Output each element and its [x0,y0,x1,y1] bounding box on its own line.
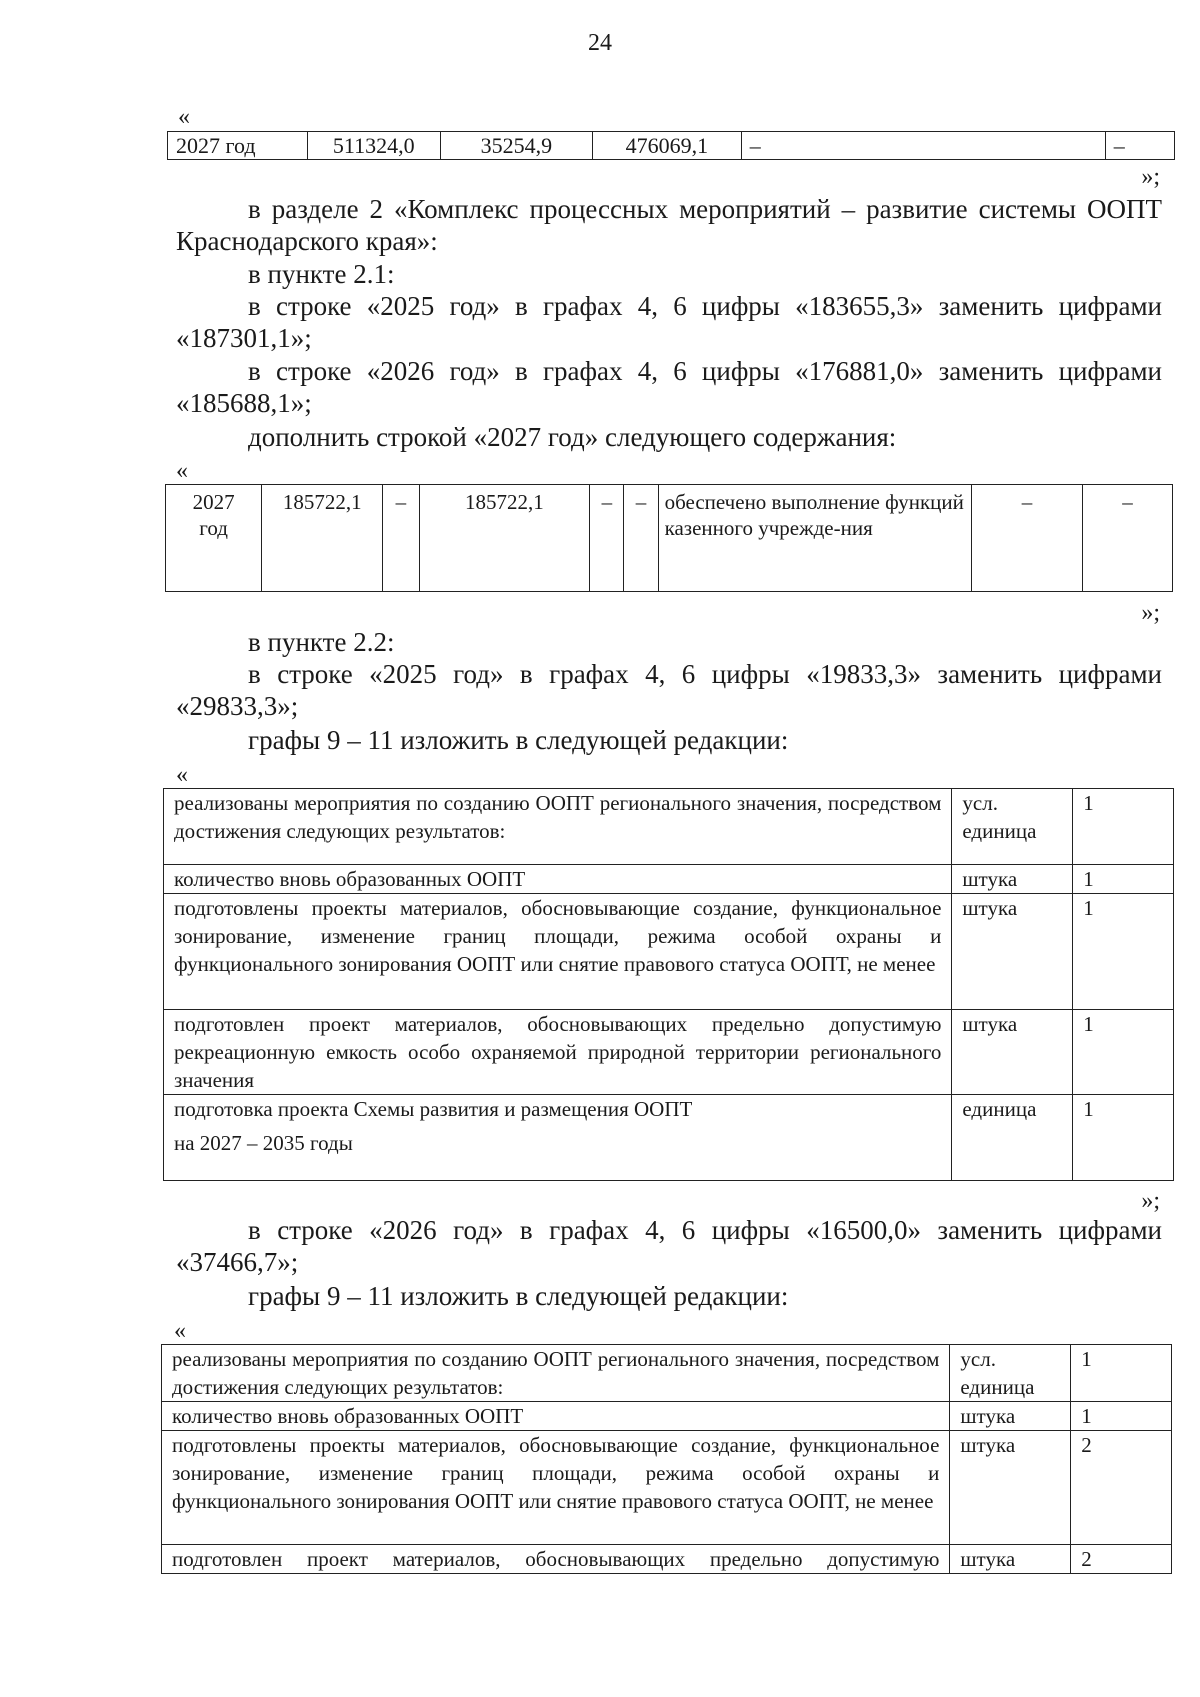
table-row [166,485,1173,592]
cell-unit: – [972,485,1083,592]
table-row [164,1095,1174,1181]
cell-result-name: реализованы мероприятия по созданию ООПТ регионального значения, посредством достижения следующих результатов: [162,1345,950,1402]
table-row [164,865,1174,894]
cell-unit: штука [950,1431,1071,1545]
paragraph-columns-9-11: графы 9 – 11 изложить в следующей редакции: [248,1281,789,1311]
cell-result-name: количество вновь образованных ООПТ [162,1402,950,1431]
close-quote: »; [1141,1188,1160,1214]
table-row [162,1431,1172,1545]
cell-regional: 476069,1 [592,132,741,160]
cell-unit: штука [952,1010,1073,1095]
paragraph-item-2-2: в пункте 2.2: [248,627,395,657]
cell-federal: 35254,9 [440,132,592,160]
paragraph-section-2: в разделе 2 «Комплекс процессных мероприятий – развитие системы ООПТ Краснодарского края»: [176,194,1162,256]
cell-value: 1 [1073,865,1174,894]
paragraph-2026-row-2-2: в строке «2026 год» в графах 4, 6 цифры «16500,0» заменить цифрами «37466,7»; [176,1215,1162,1277]
cell-unit: усл. единица [950,1345,1071,1402]
table-results-a [163,788,1174,1181]
table-results-b [161,1344,1172,1574]
cell-year: 2027 год [166,485,262,592]
table-row [164,789,1174,865]
table-row [164,894,1174,1010]
cell-result-name: реализованы мероприятия по созданию ООПТ регионального значения, посредством достижения следующих результатов: [164,789,952,865]
table-row [168,132,1175,160]
cell-regional: 185722,1 [419,485,590,592]
cell-total: 511324,0 [307,132,440,160]
cell-value: 1 [1071,1345,1172,1402]
cell-value: 2 [1071,1431,1172,1545]
cell-other: – [1105,132,1174,160]
cell-local: – [590,485,624,592]
cell-federal: – [383,485,419,592]
cell-unit: штука [950,1402,1071,1431]
cell-total: 185722,1 [262,485,383,592]
open-quote: « [174,1318,186,1344]
paragraph-2026-row: в строке «2026 год» в графах 4, 6 цифры «176881,0» заменить цифрами «185688,1»; [176,356,1162,418]
cell-unit: штука [952,865,1073,894]
cell-result-name: подготовлен проект материалов, обосновывающих предельно допустимую [162,1545,950,1574]
table-row [162,1545,1172,1574]
cell-local: – [741,132,1105,160]
paragraph-item-2-1: в пункте 2.1: [248,259,395,289]
cell-unit: единица [952,1095,1073,1181]
cell-result: обеспечено выполнение функций казенного учрежде-ния [658,485,972,592]
open-quote: « [176,458,188,484]
cell-value: 1 [1071,1402,1172,1431]
cell-unit: усл. единица [952,789,1073,865]
cell-other: – [624,485,658,592]
table-2027 [165,484,1173,592]
table-top [167,131,1175,160]
cell-result-name: подготовлены проекты материалов, обосновывающие создание, функциональное зонирование, изменение границ площади, режима особой охраны и функционального зонирования ООПТ или снятие правового статуса ООПТ, не менее [164,894,952,1010]
paragraph-2025-row: в строке «2025 год» в графах 4, 6 цифры «183655,3» заменить цифрами «187301,1»; [176,291,1162,353]
cell-value: 1 [1073,1010,1174,1095]
close-quote: »; [1141,600,1160,626]
cell-value: 1 [1073,1095,1174,1181]
close-quote: »; [1141,164,1160,190]
paragraph-columns-9-11: графы 9 – 11 изложить в следующей редакции: [248,725,789,755]
cell-unit: штука [952,894,1073,1010]
page-number: 24 [588,30,612,56]
open-quote: « [178,104,190,130]
table-row [162,1402,1172,1431]
cell-result-name: подготовлен проект материалов, обосновывающих предельно допустимую рекреационную емкость особо охраняемой природной территории регионального значения [164,1010,952,1095]
cell-result-name: количество вновь образованных ООПТ [164,865,952,894]
cell-unit: штука [950,1545,1071,1574]
table-row [162,1345,1172,1402]
cell-value: 1 [1073,789,1174,865]
cell-value: – [1082,485,1172,592]
open-quote: « [176,762,188,788]
cell-value: 2 [1071,1545,1172,1574]
table-row [164,1010,1174,1095]
cell-value: 1 [1073,894,1174,1010]
cell-result-name: подготовка проекта Схемы развития и размещения ООПТ на 2027 – 2035 годы [164,1095,952,1181]
cell-result-name: подготовлены проекты материалов, обосновывающие создание, функциональное зонирование, изменение границ площади, режима особой охраны и функционального зонирования ООПТ или снятие правового статуса ООПТ, не менее [162,1431,950,1545]
cell-year: 2027 год [168,132,308,160]
paragraph-add-2027: дополнить строкой «2027 год» следующего содержания: [248,422,897,452]
paragraph-2025-row-2-2: в строке «2025 год» в графах 4, 6 цифры «19833,3» заменить цифрами «29833,3»; [176,659,1162,721]
